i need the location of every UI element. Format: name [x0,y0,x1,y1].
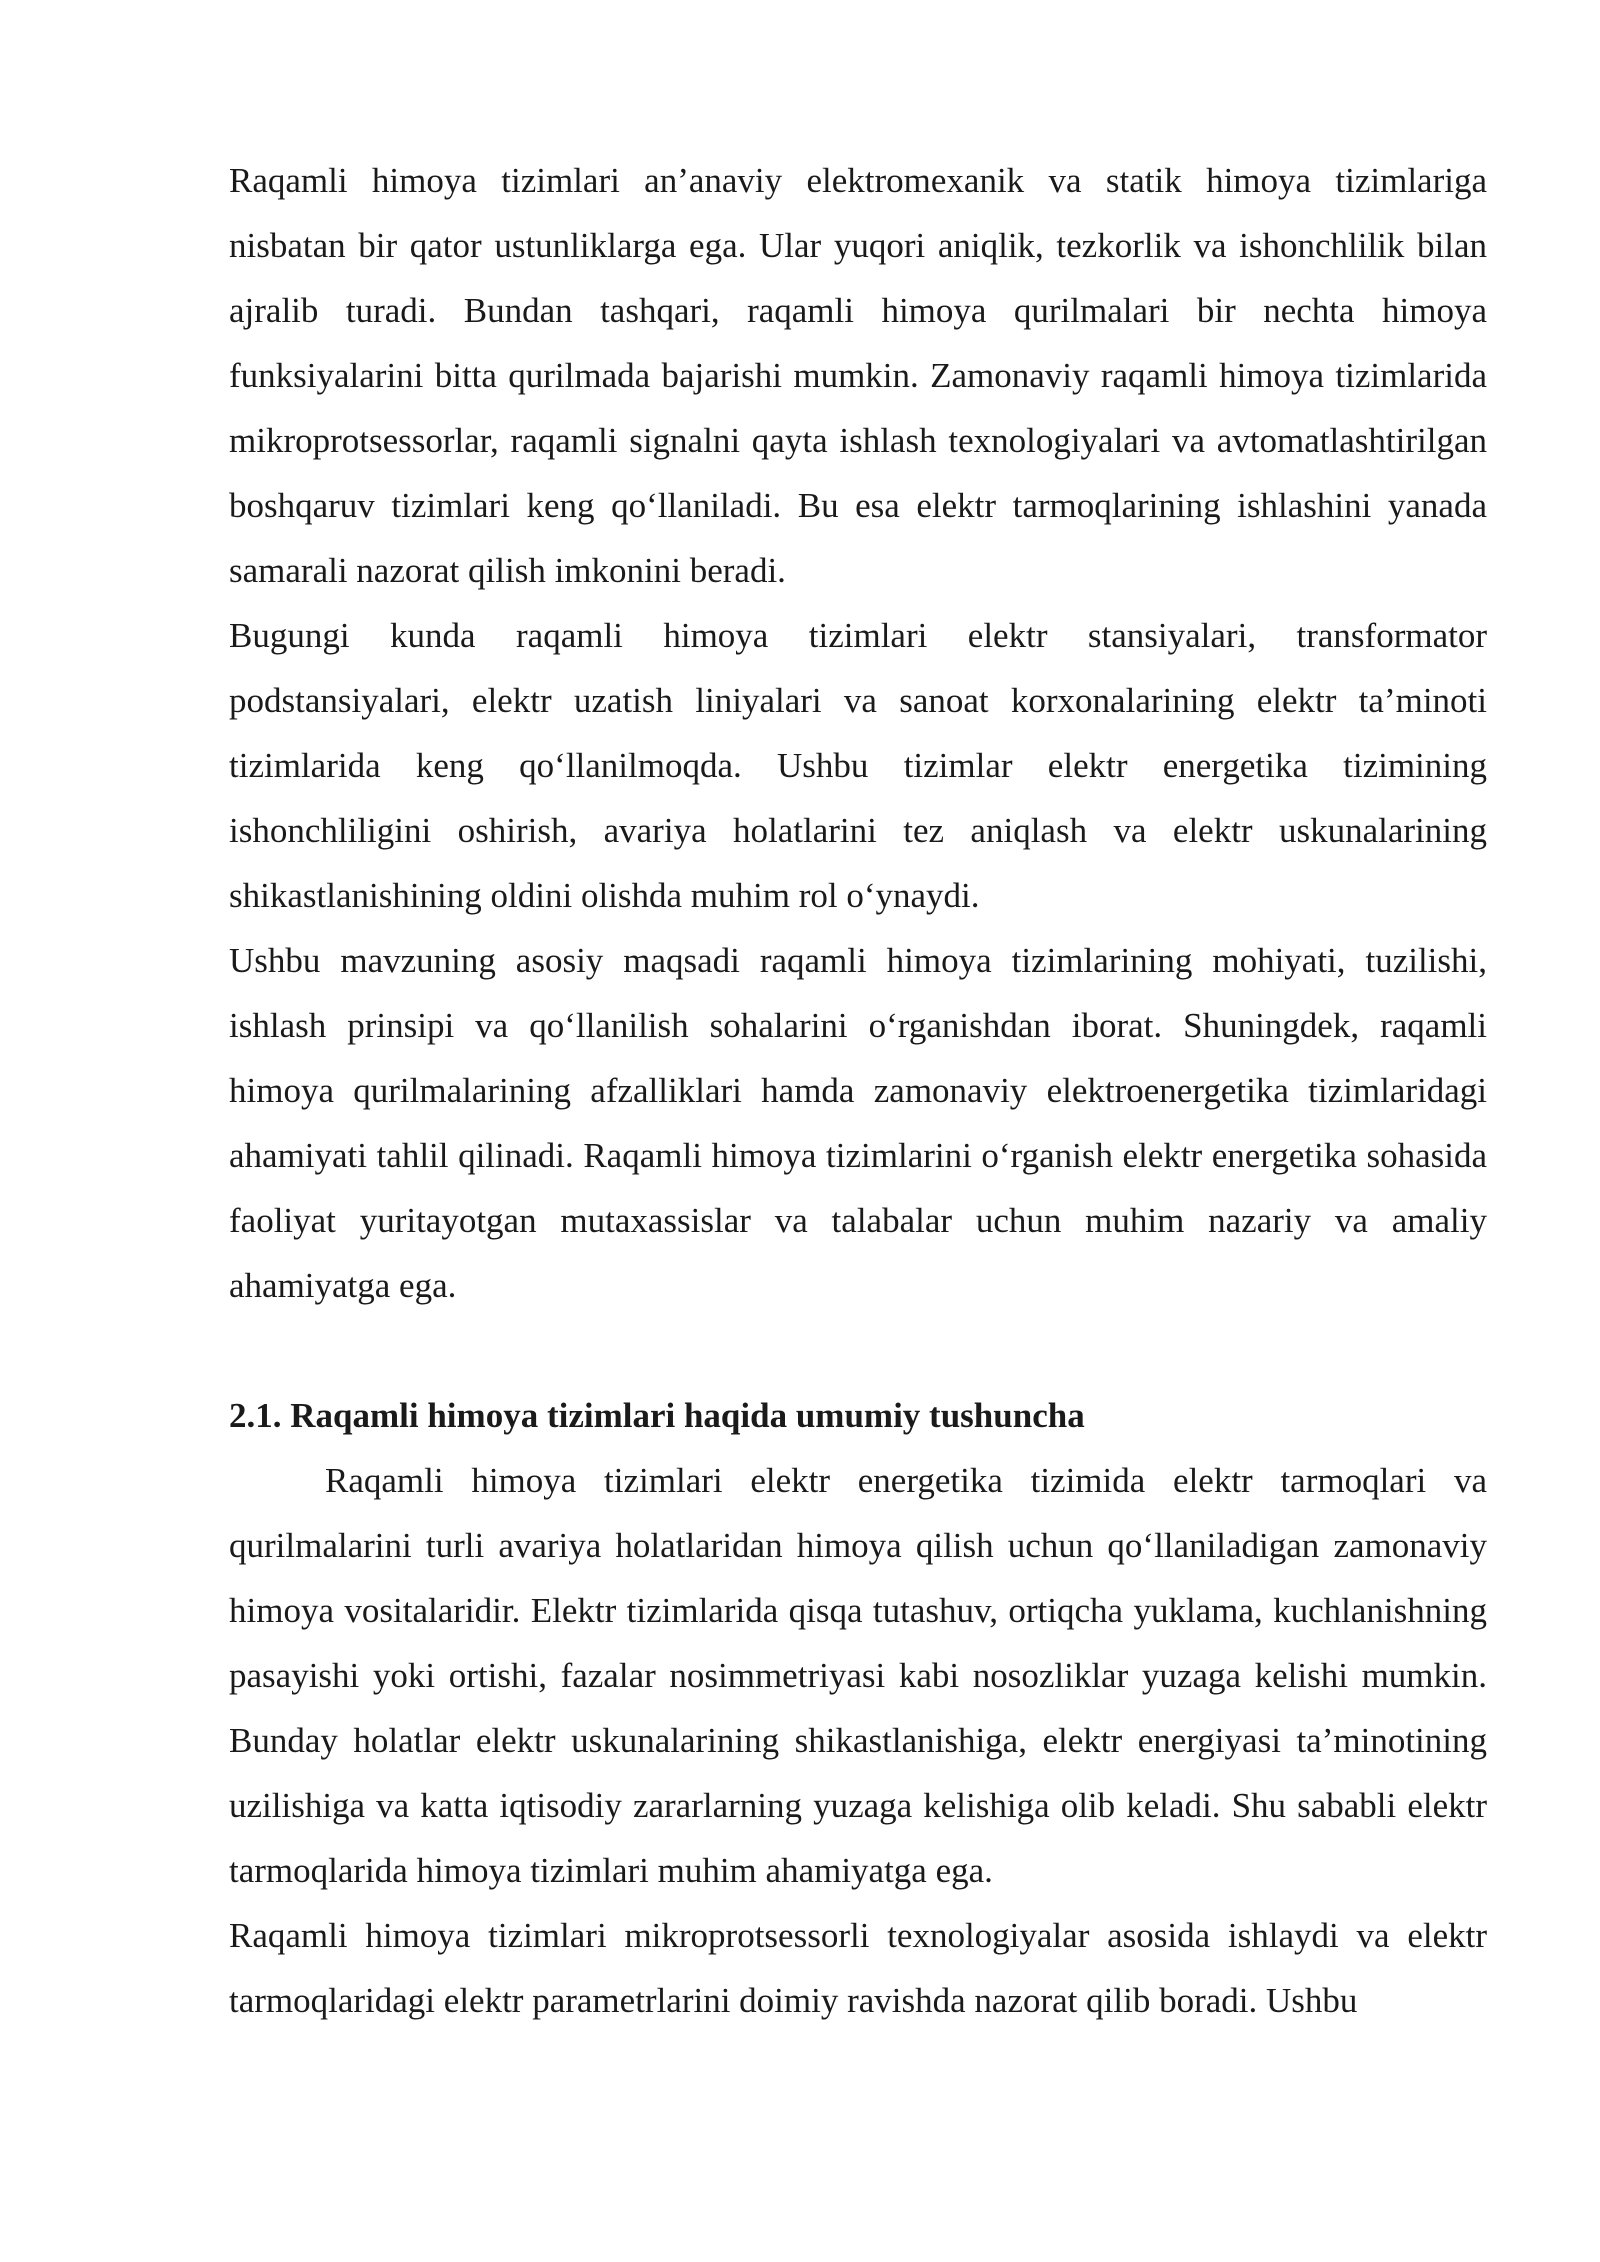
paragraph-current-applications: Bugungi kunda raqamli himoya tizimlari elektr stansiyalari, transformator podstansiyalari, elektr uzatish liniyalari va sanoat korxonalarining elektr ta’minoti tizimlarida keng qo‘llanilmoqda. Ushbu tizimlar elektr energetika tizimining ishonchliligini oshirish, avariya holatlarini tez aniqlash va elektr uskunalarining shikastlanishining oldini olishda muhim rol o‘ynaydi. [229,616,1487,915]
paragraph-topic-goal: Ushbu mavzuning asosiy maqsadi raqamli himoya tizimlarining mohiyati, tuzilishi, ishlash prinsipi va qo‘llanilish sohalarini o‘rganishdan iborat. Shuningdek, raqamli himoya qurilmalarining afzalliklari hamda zamonaviy elektroenergetika tizimlaridagi ahamiyati tahlil qilinadi. Raqamli himoya tizimlarini o‘rganish elektr energetika sohasida faoliyat yuritayotgan mutaxassislar va talabalar uchun muhim nazariy va amaliy ahamiyatga ega. [229,941,1487,1305]
document-page [229,148,1487,2033]
paragraph-general-concept: Raqamli himoya tizimlari elektr energetika tizimida elektr tarmoqlari va qurilmalarini turli avariya holatlaridan himoya qilish uchun qo‘llaniladigan zamonaviy himoya vositalaridir. Elektr tizimlarida qisqa tutashuv, ortiqcha yuklama, kuchlanishning pasayishi yoki ortishi, fazalar nosimmetriyasi kabi nosozliklar yuzaga kelishi mumkin. Bunday holatlar elektr uskunalarining shikastlanishiga, elektr energiyasi ta’minotining uzilishiga va katta iqtisodiy zararlarning yuzaga kelishiga olib keladi. Shu sababli elektr tarmoqlarida himoya tizimlari muhim ahamiyatga ega. [229,1461,1487,1890]
paragraph-microprocessor-operation: Raqamli himoya tizimlari mikroprotsessorli texnologiyalar asosida ishlaydi va elektr tarmoqlaridagi elektr parametrlarini doimiy ravishda nazorat qilib boradi. Ushbu [229,1916,1487,2020]
paragraph-digital-protection-advantages: Raqamli himoya tizimlari an’anaviy elektromexanik va statik himoya tizimlariga nisbatan bir qator ustunliklarga ega. Ular yuqori aniqlik, tezkorlik va ishonchlilik bilan ajralib turadi. Bundan tashqari, raqamli himoya qurilmalari bir nechta himoya funksiyalarini bitta qurilmada bajarishi mumkin. Zamonaviy raqamli himoya tizimlarida mikroprotsessorlar, raqamli signalni qayta ishlash texnologiyalari va avtomatlashtirilgan boshqaruv tizimlari keng qo‘llaniladi. Bu esa elektr tarmoqlarining ishlashini yanada samarali nazorat qilish imkonini beradi. [229,161,1487,590]
section-heading: 2.1. Raqamli himoya tizimlari haqida umumiy tushuncha [229,1396,1085,1435]
